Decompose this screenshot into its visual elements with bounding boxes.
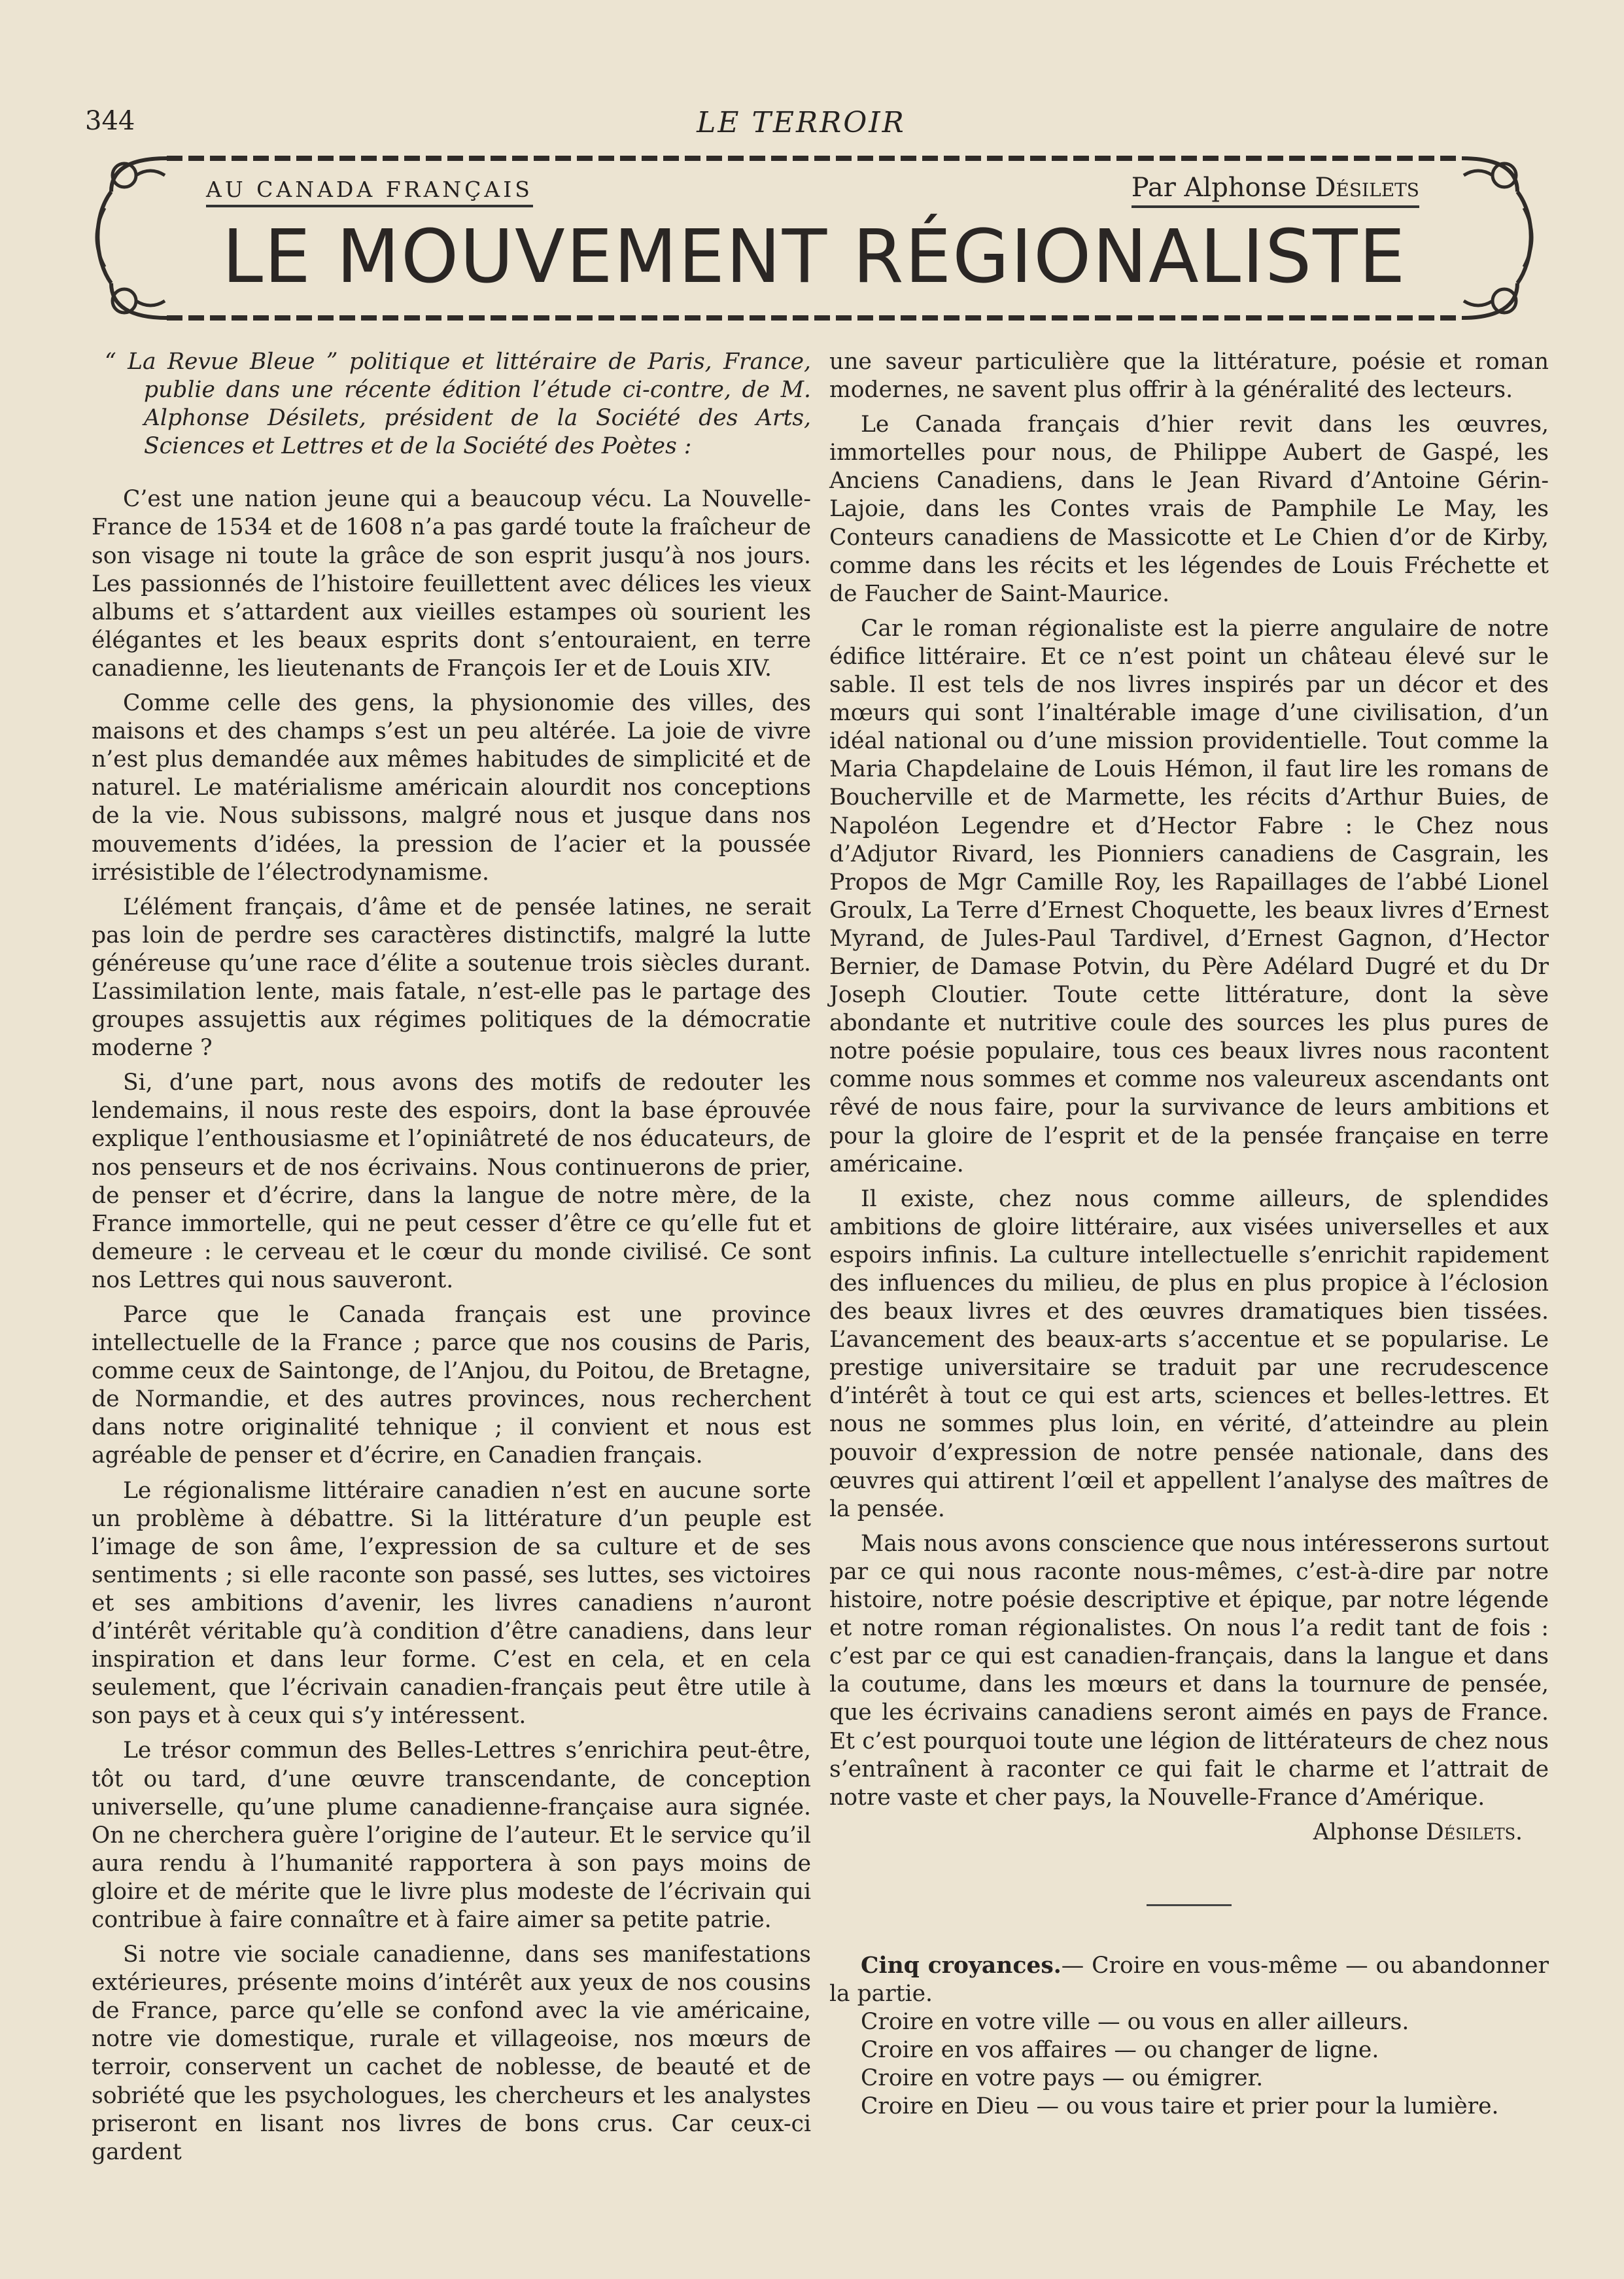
article-title: LE MOUVEMENT RÉGIONALISTE (222, 215, 1407, 300)
signature-last-name: Désilets. (1426, 1818, 1523, 1845)
section-divider (1147, 1904, 1232, 1906)
paragraph: Il existe, chez nous comme ailleurs, de splendides ambitions de gloire littéraire, aux visées universelles et aux espoirs infinis. La culture intellectuelle s’enrichit rapidement des influences du milieu, de plus en plus propice à l’éclosion des beaux livres et des œuvres dramatiques bien tissées. L’avancement des beaux-arts s’accentue et se popularise. Le prestige universitaire se traduit par une recrudescence d’intérêt à tout ce qui est arts, sciences et belles-lettres. Et nous ne sommes plus loin, en vérité, d’atteindre au plein pouvoir d’expression de notre pensée nationale, dans des œuvres qui attirent l’œil et appellent l’analyse des maîtres de la pensée. (829, 1185, 1549, 1522)
paragraph: Le trésor commun des Belles-Lettres s’enrichira peut-être, tôt ou tard, d’une œuvre transcendante, de conception universelle, qu’une plume canadienne-française aura signée. On ne cherchera guère l’origine de l’auteur. Et le service qu’il aura rendu à l’humanité rapportera à son pays moins de gloire et de mérite que le livre plus modeste de l’écrivain qui contribue à faire connaître et à faire aimer sa petite patrie. (92, 1737, 811, 1933)
signature-first-name: Alphonse (1313, 1818, 1419, 1845)
journal-title: LE TERROIR (697, 106, 906, 139)
paragraph-continued: une saveur particulière que la littérature, poésie et roman modernes, ne savent plus offrir à la généralité des lecteurs. (829, 349, 1549, 404)
cinq-croyances-box (829, 1952, 1549, 2121)
page-number: 344 (85, 106, 135, 136)
paragraph: L’élément français, d’âme et de pensée latines, ne serait pas loin de perdre ses caractères distinctifs, malgré la lutte généreuse qu’une race d’élite a soutenue trois siècles durant. L’assimilation lente, mais fatale, n’est-elle pas le partage des groupes assujettis aux régimes politiques de la démocratie moderne ? (92, 894, 811, 1062)
croyances-title: Cinq croyances. (861, 1952, 1062, 1979)
column-left (92, 348, 811, 2173)
paragraph: Comme celle des gens, la physionomie des villes, des maisons et des champs s’est un peu altérée. La joie de vivre n’est plus demandée aux mêmes habitudes de simplicité et de naturel. Le matérialisme américain alourdit nos conceptions de la vie. Nous subissons, malgré nous et jusque dans nos mouvements d’idées, la pression de l’acier et la poussée irrésistible de l’électrodynamisme. (92, 690, 811, 886)
author-signature (829, 1818, 1549, 1847)
article-banner (85, 156, 1544, 326)
intro-note: “ La Revue Bleue ” politique et littéraire de Paris, France, publie dans une récente édition l’étude ci-contre, de M. Alphonse Désilets, président de la Société des Arts, Sciences et Lettres et de la Société des Poètes : (105, 349, 811, 460)
paragraph: Si notre vie sociale canadienne, dans ses manifestations extérieures, présente moins d’intérêt aux yeux de nos cousins de France, parce qu’elle se confond avec la vie américaine, notre vie domestique, rurale et villageoise, nos mœurs de terroir, conservent un cachet de noblesse, de beauté et de sobriété que les psychologues, les chercheurs et les analystes priseront en lisant nos livres de bons crus. Car ceux-ci gardent (92, 1941, 811, 2165)
paragraph: Le Canada français d’hier revit dans les œuvres, immortelles pour nous, de Philippe Aubert de Gaspé, les Anciens Canadiens, dans le Jean Rivard d’Antoine Gérin-Lajoie, dans les Contes vrais de Pamphile Le May, les Conteurs canadiens de Massicotte et Le Chien d’or de Kirby, comme dans les récits et les légendes de Louis Fréchette et de Faucher de Saint-Maurice. (829, 411, 1549, 607)
paragraph: Mais nous avons conscience que nous intéresserons surtout par ce qui nous raconte nous-mêmes, c’est-à-dire par notre histoire, notre poésie descriptive et épique, par notre légende et notre roman régionalistes. On nous l’a redit tant de fois : c’est par ce qui est canadien-français, dans la langue et dans la coutume, dans les mœurs et dans la tournure de pensée, que les écrivains canadiens seront aimés en pays de France. Et c’est pourquoi toute une légion de littérateurs de chez nous s’entraînent à raconter ce qui fait le charme et l’attrait de notre vaste et cher pays, la Nouvelle-France d’Amérique. (829, 1530, 1549, 1811)
croyance-line: Croire en Dieu — ou vous taire et prier pour la lumière. (861, 2093, 1499, 2120)
byline (1132, 173, 1419, 208)
croyances-first-line (829, 1952, 1549, 2008)
paragraph: Parce que le Canada français est une province intellectuelle de la France ; parce que nos cousins de Paris, comme ceux de Saintonge, de l’Anjou, du Poitou, de Bretagne, de Normandie, et des autres provinces, nous recherchent dans notre originalité tehnique ; il convient et nous est agréable de penser et d’écrire, en Canadien français. (92, 1302, 811, 1469)
running-head (85, 106, 1517, 145)
column-right (829, 348, 1549, 2121)
croyances-first-text: — Croire en vous-même — ou abandonner la partie. (829, 1952, 1549, 2007)
byline-author-surname: Désilets (1315, 173, 1419, 203)
section-kicker: AU CANADA FRANÇAIS (206, 177, 533, 207)
paragraph: Car le roman régionaliste est la pierre angulaire de notre édifice littéraire. Et ce n’est point un château élevé sur le sable. Il est tels de nos livres inspirés par un décor et des mœurs qui sont l’inaltérable image d’une civilisation, d’un idéal national ou d’une mission providentielle. Tout comme la Maria Chapdelaine de Louis Hémon, il faut lire les romans de Boucherville et de Marmette, les récits d’Arthur Buies, de Napoléon Legendre et d’Hector Fabre : le Chez nous d’Adjutor Rivard, les Pionniers canadiens de Casgrain, les Propos de Mgr Camille Roy, les Rapaillages de l’abbé Lionel Groulx, La Terre d’Ernest Choquette, les beaux livres d’Ernest Myrand, de Jules-Paul Tardivel, d’Ernest Gagnon, d’Hector Bernier, de Damase Potvin, du Père Adélard Dugré et du Dr Joseph Cloutier. Toute cette littérature, dont la sève abondante et nutritive coule des sources les plus pures de notre poésie populaire, tous ces beaux livres nous racontent comme nous sommes et comme nos valeureux ascendants ont rêvé de nous faire, pour la survivance de leurs ambitions et pour la gloire de l’esprit et de la pensée française en terre américaine. (829, 615, 1549, 1177)
paragraph: Le régionalisme littéraire canadien n’est en aucune sorte un problème à débattre. Si la littérature d’un peuple est l’image de son âme, l’expression de sa culture et de ses sentiments ; si elle raconte son passé, ses luttes, ses victoires et ses ambitions d’avenir, les livres canadiens n’auront d’intérêt véritable qu’à condition d’être canadiens, dans leur inspiration et dans leur forme. C’est en cela, et en cela seulement, que l’écrivain canadien-français peut être utile à son pays et à ceux qui s’y intéressent. (92, 1477, 811, 1730)
paragraph: C’est une nation jeune qui a beaucoup vécu. La Nouvelle-France de 1534 et de 1608 n’a pas gardé toute la fraîcheur de son visage ni toute la grâce de son esprit jusqu’à nos jours. Les passionnés de l’histoire feuillettent avec délices les vieux albums et s’attardent aux vieilles estampes où sourient les élégantes et les beaux esprits dont s’entouraient, en terre canadienne, les lieutenants de François Ier et de Louis XIV. (92, 486, 811, 682)
croyance-line: Croire en votre pays — ou émigrer. (861, 2065, 1264, 2092)
croyance-line: Croire en vos affaires — ou changer de ligne. (861, 2037, 1379, 2064)
paragraph: Si, d’une part, nous avons des motifs de redouter les lendemains, il nous reste des espoirs, dont la base éprouvée explique l’enthousiasme et l’opiniâtreté de nos éducateurs, de nos penseurs et de nos écrivains. Nous continuerons de prier, de penser et d’écrire, dans la langue de notre mère, de la France immortelle, qui ne peut cesser d’être ce qu’elle fut et demeure : le cerveau et le cœur du monde civilisé. Ce sont nos Lettres qui nous sauveront. (92, 1070, 811, 1293)
byline-prefix: Par Alphonse (1131, 173, 1307, 203)
croyance-line: Croire en votre ville — ou vous en aller ailleurs. (861, 2009, 1409, 2036)
